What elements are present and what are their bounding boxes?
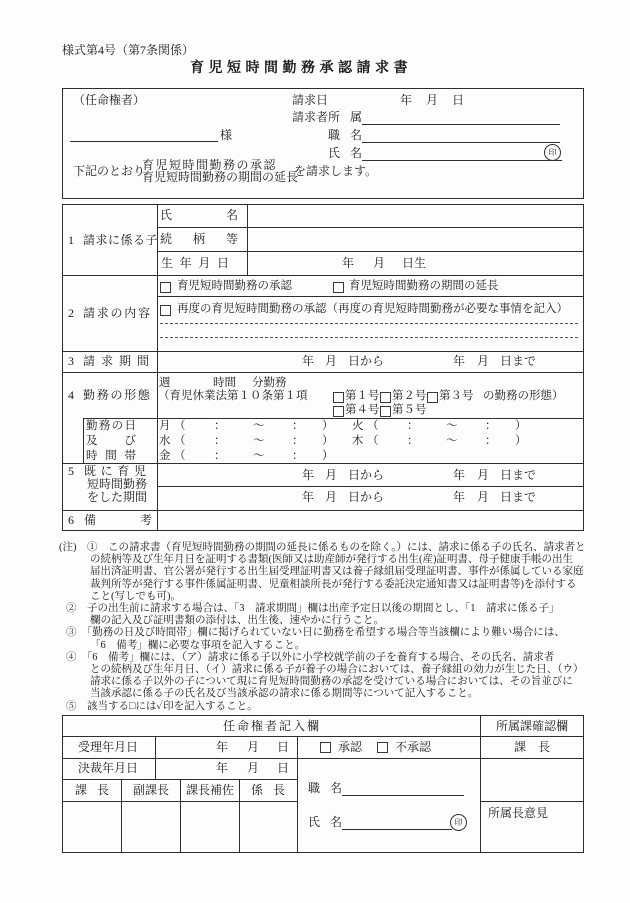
approve-label: 承認 bbox=[338, 740, 363, 754]
position-fill-line[interactable] bbox=[362, 142, 560, 143]
note-line: 裁判所等が発行する事件係属証明書、児童相談所長が発行する委託決定通知書又は証明書等)を添付する bbox=[90, 578, 577, 590]
paren-open: （ bbox=[174, 435, 186, 447]
approver-position-fill-line[interactable] bbox=[342, 795, 464, 796]
stamp-col-deputy-chief: 副課長 bbox=[133, 783, 170, 797]
request-date-label: 請求日 bbox=[292, 93, 329, 107]
confirm-section-chief-label: 課 長 bbox=[514, 740, 550, 754]
decision-month: 月 bbox=[247, 761, 260, 775]
paren-close: ） bbox=[515, 435, 527, 447]
note-line: 欄の記入及び証明書類の添付は、出生後、速やかに行うこと。 bbox=[90, 615, 384, 627]
row2-label: 請 求 の 内 容 bbox=[83, 306, 150, 320]
minutes-work-label: 分勤務 bbox=[252, 377, 287, 389]
page-title: 育児短時間勤務承認請求書 bbox=[190, 61, 412, 76]
stamp-col-assistant-chief: 課長補佐 bbox=[186, 783, 235, 797]
affiliation-label: 所 属 bbox=[328, 110, 362, 124]
row5-number: 5 bbox=[68, 464, 74, 478]
week-label: 週 bbox=[159, 377, 171, 389]
no5-label: 第５号 bbox=[392, 404, 427, 416]
addressee-sama: 様 bbox=[220, 128, 233, 142]
approver-position-label: 職 名 bbox=[308, 781, 342, 795]
law-prefix: （育児休業法第１０条第１項 bbox=[158, 390, 308, 402]
row1-label: 請求に係る子 bbox=[83, 233, 159, 247]
prev-period2-from-month: 月 bbox=[325, 490, 338, 504]
approve-checkbox[interactable] bbox=[320, 742, 331, 753]
birth-year: 年 bbox=[342, 256, 355, 270]
colon: ： bbox=[214, 420, 226, 432]
tilde: ～ bbox=[253, 435, 265, 447]
row3-number: 3 bbox=[68, 354, 74, 368]
request-date-day: 日 bbox=[452, 93, 465, 107]
row4-number: 4 bbox=[68, 388, 74, 402]
approval-checkbox[interactable] bbox=[160, 282, 171, 293]
stamp-col-subsection-chief: 係 長 bbox=[251, 783, 285, 797]
schedule-slot-mon bbox=[159, 420, 337, 433]
notes bbox=[59, 542, 599, 713]
paren-open: （ bbox=[174, 450, 186, 462]
row3-label: 請 求 期 間 bbox=[83, 354, 149, 368]
schedule-slot-thu bbox=[352, 435, 530, 448]
row2-number: 2 bbox=[68, 306, 74, 320]
period-to-year: 年 bbox=[453, 354, 466, 368]
no2-label: 第２号 bbox=[392, 390, 427, 402]
position-label: 職 名 bbox=[328, 128, 362, 142]
timezone-label: 時 間 帯 bbox=[86, 450, 136, 462]
day-label: 金 bbox=[159, 450, 171, 462]
note-line: の続柄等及び生年月日を証明する書類(医師又は助産師が発行する出生(産)証明書、母子健康手帳の出生 bbox=[90, 554, 573, 566]
intro-suffix: を請求します。 bbox=[294, 164, 378, 178]
day-label: 水 bbox=[159, 435, 171, 447]
paren-close: ） bbox=[322, 435, 334, 447]
note-line: ⑤ 該当する□には✓印を記入すること。 bbox=[66, 700, 258, 712]
child-relation-label: 続 柄 等 bbox=[160, 232, 238, 246]
and-label: 及 び bbox=[86, 435, 136, 447]
prev-period1-to-year: 年 bbox=[453, 468, 466, 482]
birth-month: 月 bbox=[373, 256, 386, 270]
row2-option2: 育児短時間勤務の期間の延長 bbox=[349, 280, 499, 292]
note-line: ② 子の出生前に請求する場合は、「3 請求期間」欄は出産予定日以後の期間とし、「1 請求に係る子」 bbox=[66, 603, 560, 615]
colon: ： bbox=[214, 435, 226, 447]
row5-label-line3: をした期間 bbox=[87, 490, 148, 504]
disapprove-checkbox[interactable] bbox=[377, 742, 388, 753]
no4-checkbox[interactable] bbox=[333, 406, 344, 417]
note-line: ③ 「勤務の日及び時間帯」欄に掲げられていない日に勤務を希望する場合等当該欄により難い場合には、 bbox=[66, 627, 565, 639]
receipt-year: 年 bbox=[216, 740, 229, 754]
prev-period1-from-day: 日から bbox=[348, 468, 385, 482]
schedule-slot-wed bbox=[159, 435, 337, 448]
paren-close: ） bbox=[322, 420, 334, 432]
form-number: 様式第4号（第7条関係） bbox=[62, 43, 195, 57]
schedule-slot-fri bbox=[159, 450, 337, 463]
row4-label: 勤 務 の 形 態 bbox=[83, 388, 150, 402]
workdays-label: 勤 務 の 日 bbox=[86, 420, 136, 432]
approver-name-fill-line[interactable] bbox=[342, 829, 452, 830]
prev-period1-to-month: 月 bbox=[477, 468, 490, 482]
child-name-label: 氏 名 bbox=[160, 208, 238, 222]
colon: ： bbox=[407, 435, 419, 447]
intro-prefix: 下記のとおり bbox=[73, 164, 146, 178]
prev-period2-to-month: 月 bbox=[477, 490, 490, 504]
colon: ： bbox=[292, 450, 304, 462]
approver-name-label: 氏 名 bbox=[308, 815, 342, 829]
day-label: 火 bbox=[352, 420, 364, 432]
decision-year: 年 bbox=[216, 761, 229, 775]
note-line: ④ 「6 備考」欄には、（ア）請求に係る子以外に小学校就学前の子を養育する場合、その氏名、請求者 bbox=[66, 651, 555, 663]
period-from-day: 日から bbox=[348, 354, 385, 368]
receipt-date-label: 受理年月日 bbox=[78, 740, 139, 754]
note-line: こと(写しでも可)。 bbox=[90, 590, 181, 602]
note-line: 届出済証明書、官公署が発行する出生届受理証明書又は養子縁組届受理証明書、事件が係属している家庭 bbox=[90, 566, 584, 578]
row2-option1: 育児短時間勤務の承認 bbox=[177, 280, 292, 292]
prev-period1-from-year: 年 bbox=[302, 468, 315, 482]
appointer-label: （任命権者） bbox=[73, 93, 146, 107]
tilde: ～ bbox=[253, 450, 265, 462]
no3-label: 第３号 bbox=[439, 390, 474, 402]
colon: ： bbox=[214, 450, 226, 462]
child-birthdate-label: 生 年 月 日 bbox=[161, 256, 229, 270]
decision-date-label: 決裁年月日 bbox=[78, 761, 139, 775]
note-line: (注) ① この請求書（育児短時間勤務の期間の延長に係るものを除く。）には、請求に係る子の氏名、請求者と bbox=[59, 542, 586, 553]
paren-open: （ bbox=[367, 435, 379, 447]
hours-label: 時間 bbox=[213, 377, 236, 389]
row6-label: 備 考 bbox=[84, 513, 152, 527]
row5-label-line1: 既 に 育 児 bbox=[84, 464, 146, 478]
note-line: 請求に係る子以外の子について現に育児短時間勤務の承認を受けている場合においては、その旨並びに bbox=[90, 676, 573, 688]
birth-day-born: 日生 bbox=[402, 256, 427, 270]
appointer-entry-header: 任命権者記入欄 bbox=[223, 719, 322, 733]
row6-number: 6 bbox=[68, 513, 74, 527]
note-line: 「6 備考」欄に必要な事項を記入すること。 bbox=[90, 639, 306, 651]
paren-close: ） bbox=[515, 420, 527, 432]
no1-checkbox[interactable] bbox=[333, 392, 344, 403]
colon: ： bbox=[407, 420, 419, 432]
prev-period2-from-year: 年 bbox=[302, 490, 315, 504]
decision-day: 日 bbox=[277, 761, 290, 775]
prev-period2-to-year: 年 bbox=[453, 490, 466, 504]
prev-period2-to-day: 日まで bbox=[500, 490, 537, 504]
paren-open: （ bbox=[174, 420, 186, 432]
re-approval-checkbox[interactable] bbox=[160, 305, 171, 316]
colon: ： bbox=[292, 435, 304, 447]
tilde: ～ bbox=[446, 435, 458, 447]
section-head-opinion-label: 所属長意見 bbox=[488, 806, 549, 820]
stamp-col-section-chief: 課 長 bbox=[75, 783, 109, 797]
section-confirm-header: 所属課確認欄 bbox=[496, 719, 569, 733]
law-suffix: の勤務の形態） bbox=[483, 390, 564, 402]
no4-label: 第４号 bbox=[345, 404, 380, 416]
intro-option2: 育児短時間勤務の期間の延長 bbox=[142, 170, 299, 184]
disapprove-label: 不承認 bbox=[395, 740, 432, 754]
receipt-month: 月 bbox=[247, 740, 260, 754]
prev-period2-from-day: 日から bbox=[348, 490, 385, 504]
row5-label-line2: 短時間勤務 bbox=[87, 477, 148, 491]
day-label: 月 bbox=[159, 420, 171, 432]
no2-checkbox[interactable] bbox=[380, 392, 391, 403]
colon: ： bbox=[485, 420, 497, 432]
row2-option3: 再度の育児短時間勤務の承認（再度の育児短時間勤務が必要な事情を記入） bbox=[177, 303, 568, 315]
seal-icon: 印 bbox=[450, 814, 467, 831]
paren-close: ） bbox=[322, 450, 334, 462]
period-from-month: 月 bbox=[325, 354, 338, 368]
row1-number: 1 bbox=[68, 233, 74, 247]
requester-label: 請求者 bbox=[292, 110, 329, 124]
name-label: 氏 名 bbox=[328, 146, 362, 160]
request-date-year: 年 bbox=[400, 93, 413, 107]
note-line: 当該承認に係る子の氏名及び当該承認の請求に係る期間等について記入すること。 bbox=[90, 688, 479, 700]
period-to-day: 日まで bbox=[500, 354, 537, 368]
period-to-month: 月 bbox=[477, 354, 490, 368]
no5-checkbox[interactable] bbox=[380, 406, 391, 417]
tilde: ～ bbox=[253, 420, 265, 432]
prev-period1-from-month: 月 bbox=[325, 468, 338, 482]
addressee-fill-line[interactable] bbox=[70, 141, 218, 142]
schedule-slot-tue bbox=[352, 420, 530, 433]
day-label: 木 bbox=[352, 435, 364, 447]
tilde: ～ bbox=[446, 420, 458, 432]
extension-checkbox[interactable] bbox=[333, 282, 344, 293]
prev-period1-to-day: 日まで bbox=[500, 468, 537, 482]
receipt-day: 日 bbox=[277, 740, 290, 754]
note-line: との続柄及び生年月日、（イ）請求に係る子が養子の場合においては、養子縁組の効力が生じた日、（ウ） bbox=[90, 664, 584, 676]
period-from-year: 年 bbox=[302, 354, 315, 368]
name-fill-line[interactable] bbox=[362, 160, 562, 161]
paren-open: （ bbox=[367, 420, 379, 432]
seal-icon: 印 bbox=[544, 144, 561, 161]
no1-label: 第１号 bbox=[345, 390, 380, 402]
colon: ： bbox=[485, 435, 497, 447]
colon: ： bbox=[292, 420, 304, 432]
request-date-month: 月 bbox=[426, 93, 439, 107]
intro-option1: 育児短時間勤務の承認 bbox=[142, 158, 278, 172]
affiliation-fill-line[interactable] bbox=[362, 124, 560, 125]
no3-checkbox[interactable] bbox=[427, 392, 438, 403]
